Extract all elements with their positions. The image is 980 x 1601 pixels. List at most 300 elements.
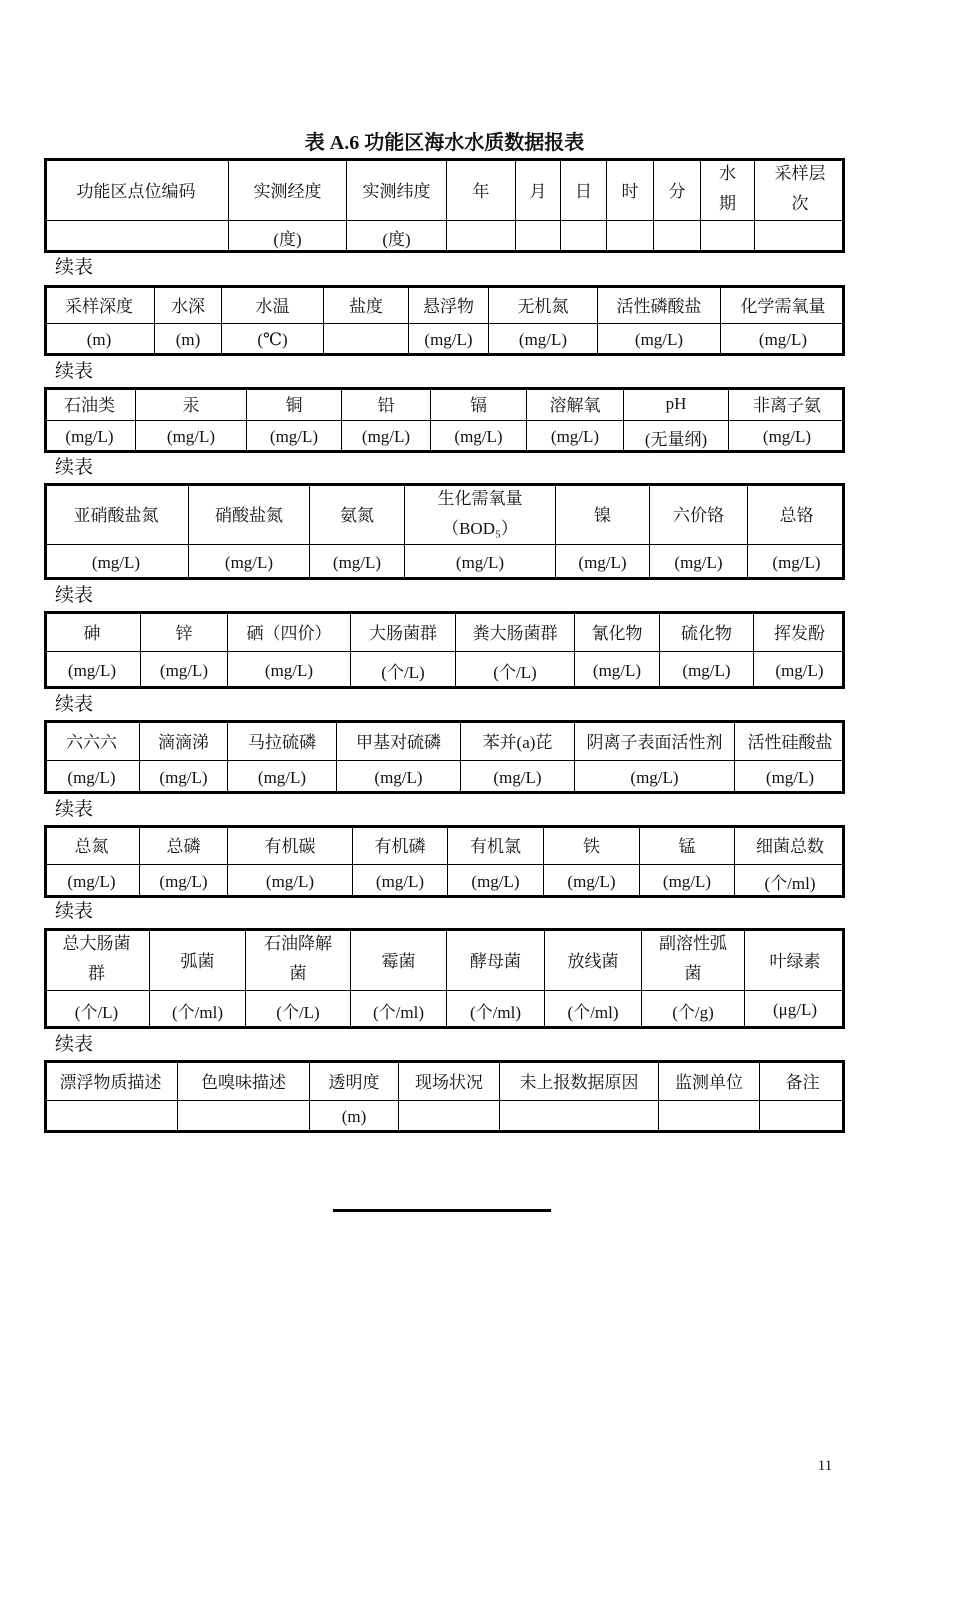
header-text: 硝酸盐氮 <box>215 506 283 525</box>
unit-text: (mg/L) <box>775 660 824 680</box>
header-text: 非离子氨 <box>753 396 821 415</box>
table-header-cell <box>721 285 845 324</box>
table-header-cell <box>607 158 654 221</box>
header-text: 锌 <box>175 623 193 643</box>
header-line: 水 <box>719 164 736 183</box>
unit-text: (mg/L) <box>634 330 684 349</box>
table-unit-cell <box>748 545 845 580</box>
header-text: 叶绿素 <box>769 951 821 971</box>
header-text: 漂浮物质描述 <box>59 1072 162 1092</box>
table-header-cell <box>561 158 607 221</box>
table-unit-cell <box>745 991 845 1029</box>
unit-text: (mg/L) <box>166 427 216 446</box>
table-unit-cell <box>310 545 405 580</box>
header-text: 锰 <box>678 837 696 856</box>
header-text: 监测单位 <box>675 1072 743 1092</box>
table-unit-cell <box>342 421 431 453</box>
table-unit-cell <box>516 221 561 253</box>
continued-label: 续表 <box>55 257 94 278</box>
table-header-cell <box>755 158 845 221</box>
header-line: 菌 <box>684 964 702 983</box>
table-unit-cell <box>150 991 246 1029</box>
table-header-cell <box>228 720 337 761</box>
header-line: 石油降解 <box>264 934 332 953</box>
header-text: 细菌总数 <box>756 837 824 856</box>
table-unit-cell <box>409 324 489 356</box>
header-text: 铁 <box>583 837 600 856</box>
header-text: 大肠菌群 <box>369 623 437 643</box>
unit-text: (mg/L) <box>269 427 319 446</box>
table-header-cell <box>44 1060 178 1101</box>
table-unit-cell <box>721 324 845 356</box>
table-unit-cell <box>44 545 189 580</box>
data-table <box>44 1060 845 1133</box>
table-unit-cell <box>598 324 721 356</box>
table-unit-cell <box>229 221 347 253</box>
unit-text: (mg/L) <box>630 767 679 787</box>
unit-text: (个/ml) <box>764 874 816 893</box>
header-text: 六价铬 <box>673 506 724 525</box>
table-header-cell <box>150 928 246 991</box>
unit-text: (mg/L) <box>493 767 542 787</box>
table-title: 表 A.6 功能区海水水质数据报表 <box>304 132 585 154</box>
header-text: 亚硝酸盐氮 <box>73 506 159 525</box>
unit-text: (mg/L) <box>471 871 520 891</box>
table-header-cell <box>461 720 575 761</box>
table-header-cell <box>351 611 456 652</box>
table-header-cell <box>760 1060 845 1101</box>
table-unit-cell <box>561 221 607 253</box>
table-unit-cell <box>556 545 650 580</box>
header-text: 铜 <box>285 396 303 415</box>
table-header-cell <box>575 720 735 761</box>
header-text: 弧菌 <box>180 951 215 971</box>
data-table <box>44 483 845 580</box>
table-header-cell <box>136 387 247 421</box>
unit-text: (mg/L) <box>67 767 116 787</box>
header-text: 未上报数据原因 <box>519 1072 639 1092</box>
unit-text: (度) <box>382 229 411 249</box>
header-text: 透明度 <box>328 1072 380 1092</box>
table-header-cell <box>659 1060 760 1101</box>
table-unit-cell <box>44 991 150 1029</box>
unit-text: (mg/L) <box>674 552 723 572</box>
table-header-cell <box>229 158 347 221</box>
header-text: 石油类 <box>64 396 115 415</box>
table-unit-cell <box>654 221 701 253</box>
header-line: 菌 <box>289 964 307 983</box>
unit-text: (mg/L) <box>265 871 315 891</box>
table-unit-cell <box>729 421 845 453</box>
table-unit-cell <box>351 991 447 1029</box>
table-unit-cell <box>44 761 140 794</box>
header-text: 月 <box>529 181 547 201</box>
header-text: 无机氮 <box>517 296 569 316</box>
multiline-header-text <box>438 484 523 544</box>
table-header-cell <box>527 387 624 421</box>
table-header-cell <box>729 387 845 421</box>
table-unit-cell <box>754 652 845 689</box>
continued-label: 续表 <box>55 901 94 922</box>
header-line: 总大肠菌 <box>62 934 131 953</box>
continued-label: 续表 <box>55 694 94 715</box>
unit-text: (个/L) <box>276 1002 320 1022</box>
header-line: 次 <box>791 194 809 213</box>
header-text: 砷 <box>83 623 101 643</box>
unit-text: (个/ml) <box>172 1002 223 1022</box>
table-header-cell <box>640 825 735 865</box>
header-line: 群 <box>88 964 105 983</box>
unit-text: (个/L) <box>493 663 537 682</box>
unit-text: (mg/L) <box>772 552 821 572</box>
table-header-cell <box>44 285 155 324</box>
table-header-cell <box>155 285 222 324</box>
unit-text: (mg/L) <box>67 871 116 891</box>
table-unit-cell <box>44 421 136 453</box>
table-header-cell <box>189 483 310 545</box>
continued-label: 续表 <box>55 585 94 606</box>
table-unit-cell <box>575 652 660 689</box>
header-text: 马拉硫磷 <box>248 732 316 752</box>
table-unit-cell <box>447 221 516 253</box>
table-header-cell <box>748 483 845 545</box>
table-header-cell <box>660 611 754 652</box>
header-text: 水深 <box>171 296 205 316</box>
header-text: 溶解氧 <box>549 396 601 415</box>
unit-text: (个/g) <box>672 1002 714 1022</box>
table-unit-cell <box>44 221 229 253</box>
table-header-cell <box>246 928 351 991</box>
table-unit-cell <box>351 652 456 689</box>
table-header-cell <box>347 158 447 221</box>
unit-text: (mg/L) <box>159 871 208 891</box>
unit-text: (℃) <box>257 330 288 349</box>
header-line: 副溶性弧 <box>659 934 727 953</box>
table-header-cell <box>754 611 845 652</box>
table-header-cell <box>310 1060 399 1101</box>
multiline-header-text <box>63 929 131 989</box>
table-unit-cell <box>544 865 640 898</box>
table-unit-cell <box>405 545 556 580</box>
unit-text: (mg/L) <box>758 330 808 349</box>
header-text: 现场状况 <box>415 1072 483 1092</box>
table-header-cell <box>500 1060 659 1101</box>
table-header-cell <box>228 611 351 652</box>
unit-text: (mg/L) <box>67 660 117 680</box>
table-header-cell <box>324 285 409 324</box>
table-header-cell <box>431 387 527 421</box>
unit-text: (mg/L) <box>65 427 114 446</box>
header-text: 氰化物 <box>591 623 643 643</box>
unit-text: (mg/L) <box>762 427 812 446</box>
unit-text: (m) <box>175 330 201 349</box>
header-text: 六六六 <box>66 732 117 752</box>
continued-label: 续表 <box>55 1034 94 1055</box>
data-table <box>44 720 845 794</box>
unit-text: (mg/L) <box>159 660 209 680</box>
table-header-cell <box>654 158 701 221</box>
data-table <box>44 158 845 253</box>
header-text: 水温 <box>255 296 290 316</box>
page-number: 11 <box>817 1458 833 1474</box>
header-text: 有机磷 <box>374 837 426 856</box>
header-text: 氨氮 <box>340 506 374 525</box>
header-text: 滴滴涕 <box>158 732 209 752</box>
header-text: 放线菌 <box>567 951 619 971</box>
unit-text: (mg/L) <box>159 767 208 787</box>
table-header-cell <box>228 825 353 865</box>
multiline-header-text <box>719 159 736 219</box>
table-unit-cell <box>642 991 745 1029</box>
unit-text: (mg/L) <box>91 552 141 572</box>
table-header-cell <box>544 825 640 865</box>
header-text: 活性硅酸盐 <box>747 732 833 752</box>
data-table <box>44 825 845 898</box>
table-header-cell <box>342 387 431 421</box>
table-header-cell <box>701 158 755 221</box>
table-header-cell <box>399 1060 500 1101</box>
continued-label: 续表 <box>55 361 94 382</box>
header-text: 采样深度 <box>65 296 133 316</box>
table-header-cell <box>556 483 650 545</box>
table-header-cell <box>44 387 136 421</box>
table-unit-cell <box>575 761 735 794</box>
table-unit-cell <box>310 1101 399 1133</box>
header-line: 期 <box>719 194 736 213</box>
table-unit-cell <box>659 1101 760 1133</box>
table-unit-cell <box>527 421 624 453</box>
table-header-cell <box>448 825 544 865</box>
table-unit-cell <box>228 865 353 898</box>
header-text: 铅 <box>377 396 395 415</box>
unit-text: (个/L) <box>381 663 425 682</box>
table-header-cell <box>650 483 748 545</box>
table-unit-cell <box>189 545 310 580</box>
table-unit-cell <box>735 761 845 794</box>
table-unit-cell <box>640 865 735 898</box>
table-header-cell <box>44 825 140 865</box>
header-text: 实测经度 <box>253 181 322 201</box>
table-header-cell <box>447 928 545 991</box>
table-unit-cell <box>140 761 228 794</box>
header-line: （BOD₅） <box>442 518 518 538</box>
table-unit-cell <box>347 221 447 253</box>
table-header-cell <box>545 928 642 991</box>
data-table <box>44 611 845 689</box>
table-unit-cell <box>447 991 545 1029</box>
unit-text: (mg/L) <box>361 427 411 446</box>
table-unit-cell <box>461 761 575 794</box>
unit-text: (mg/L) <box>592 660 642 680</box>
unit-text: (mg/L) <box>662 871 712 891</box>
table-header-cell <box>44 158 229 221</box>
table-unit-cell <box>735 865 845 898</box>
table-header-cell <box>405 483 556 545</box>
table-unit-cell <box>44 652 141 689</box>
header-text: 时 <box>621 181 639 201</box>
header-text: 色嗅味描述 <box>201 1072 286 1092</box>
table-unit-cell <box>660 652 754 689</box>
multiline-header-text <box>659 929 727 989</box>
table-unit-cell <box>607 221 654 253</box>
multiline-header-text <box>775 159 826 219</box>
table-header-cell <box>598 285 721 324</box>
unit-text: (mg/L) <box>375 871 425 891</box>
table-unit-cell <box>44 865 140 898</box>
table-unit-cell <box>353 865 448 898</box>
header-text: 酵母菌 <box>470 951 521 971</box>
table-unit-cell <box>324 324 409 356</box>
continued-label: 续表 <box>55 457 94 478</box>
table-header-cell <box>351 928 447 991</box>
table-header-cell <box>310 483 405 545</box>
table-header-cell <box>44 720 140 761</box>
unit-text: (μg/L) <box>772 1000 818 1019</box>
unit-text: (个/ml) <box>470 1002 521 1022</box>
header-line: 采样层 <box>774 164 826 183</box>
table-unit-cell <box>228 761 337 794</box>
table-unit-cell <box>489 324 598 356</box>
unit-text: (度) <box>273 229 302 249</box>
table-header-cell <box>247 387 342 421</box>
header-text: 盐度 <box>349 296 383 316</box>
unit-text: (mg/L) <box>518 330 568 349</box>
table-unit-cell <box>448 865 544 898</box>
header-text: 阴离子表面活性剂 <box>586 732 723 752</box>
table-header-cell <box>624 387 729 421</box>
table-unit-cell <box>247 421 342 453</box>
unit-text: (mg/L) <box>454 427 503 446</box>
header-text: 功能区点位编码 <box>76 181 196 201</box>
header-text: 化学需氧量 <box>740 296 826 316</box>
table-header-cell <box>44 483 189 545</box>
unit-text: (mg/L) <box>550 427 600 446</box>
unit-text: (m) <box>341 1107 367 1126</box>
table-unit-cell <box>650 545 748 580</box>
unit-text: (mg/L) <box>257 767 307 787</box>
header-text: 硒（四价） <box>246 623 332 643</box>
header-text: 实测纬度 <box>362 181 431 201</box>
unit-text: (mg/L) <box>264 660 314 680</box>
unit-text: (个/ml) <box>373 1002 424 1022</box>
unit-text: (mg/L) <box>682 660 731 680</box>
data-table <box>44 285 845 356</box>
unit-text: (mg/L) <box>765 767 815 787</box>
header-text: 粪大肠菌群 <box>472 623 558 643</box>
table-header-cell <box>642 928 745 991</box>
header-text: 总磷 <box>166 837 201 856</box>
table-header-cell <box>735 720 845 761</box>
table-unit-cell <box>456 652 575 689</box>
header-text: 有机碳 <box>264 837 316 856</box>
table-header-cell <box>456 611 575 652</box>
table-header-cell <box>745 928 845 991</box>
unit-text: (mg/L) <box>374 767 423 787</box>
table-header-cell <box>447 158 516 221</box>
header-text: 备注 <box>785 1072 820 1092</box>
table-unit-cell <box>155 324 222 356</box>
header-text: 挥发酚 <box>774 623 825 643</box>
unit-text: (mg/L) <box>578 552 627 572</box>
unit-text: (mg/L) <box>224 552 274 572</box>
table-header-cell <box>353 825 448 865</box>
header-text: 镉 <box>470 396 487 415</box>
table-header-cell <box>44 611 141 652</box>
unit-text: (无量纲) <box>644 429 708 449</box>
table-unit-cell <box>136 421 247 453</box>
data-table <box>44 387 845 453</box>
table-unit-cell <box>545 991 642 1029</box>
header-text: 有机氯 <box>470 837 521 856</box>
table-header-cell <box>735 825 845 865</box>
table-header-cell <box>44 928 150 991</box>
table-unit-cell <box>760 1101 845 1133</box>
unit-text: (m) <box>86 330 112 349</box>
table-unit-cell <box>246 991 351 1029</box>
unit-text: (mg/L) <box>567 871 616 891</box>
continued-label: 续表 <box>55 799 94 820</box>
table-unit-cell <box>141 652 228 689</box>
header-text: 总氮 <box>74 837 109 856</box>
table-unit-cell <box>228 652 351 689</box>
multiline-header-text <box>264 929 332 989</box>
unit-text: (mg/L) <box>332 552 382 572</box>
header-text: 分 <box>668 181 686 201</box>
unit-text: (个/L) <box>74 1002 119 1022</box>
table-header-cell <box>222 285 324 324</box>
table-header-cell <box>337 720 461 761</box>
unit-text: (个/ml) <box>567 1002 619 1022</box>
table-unit-cell <box>222 324 324 356</box>
data-table <box>44 928 845 1029</box>
header-text: 硫化物 <box>681 623 732 643</box>
unit-text: (mg/L) <box>424 330 473 349</box>
header-text: 霉菌 <box>381 951 416 971</box>
table-header-cell <box>178 1060 310 1101</box>
header-text: 悬浮物 <box>423 296 474 316</box>
table-unit-cell <box>140 865 228 898</box>
header-line: 生化需氧量 <box>437 488 523 508</box>
header-text: 总铬 <box>779 506 814 525</box>
table-unit-cell <box>337 761 461 794</box>
table-unit-cell <box>624 421 729 453</box>
header-text: 甲基对硫磷 <box>356 732 441 752</box>
header-text: pH <box>665 393 687 413</box>
header-text: 汞 <box>182 396 200 415</box>
header-text: 日 <box>575 181 592 201</box>
table-header-cell <box>141 611 228 652</box>
header-text: 苯并(a)芘 <box>482 732 553 752</box>
table-header-cell <box>516 158 561 221</box>
table-unit-cell <box>500 1101 659 1133</box>
header-text: 活性磷酸盐 <box>616 296 702 316</box>
header-text: 年 <box>472 181 490 201</box>
header-text: 镍 <box>594 506 611 525</box>
table-unit-cell <box>431 421 527 453</box>
table-header-cell <box>575 611 660 652</box>
table-header-cell <box>489 285 598 324</box>
table-unit-cell <box>701 221 755 253</box>
table-unit-cell <box>755 221 845 253</box>
table-header-cell <box>140 825 228 865</box>
unit-text: (mg/L) <box>455 552 505 572</box>
table-unit-cell <box>178 1101 310 1133</box>
table-unit-cell <box>44 1101 178 1133</box>
table-header-cell <box>140 720 228 761</box>
table-header-cell <box>409 285 489 324</box>
footer-rule <box>333 1209 551 1212</box>
table-unit-cell <box>399 1101 500 1133</box>
